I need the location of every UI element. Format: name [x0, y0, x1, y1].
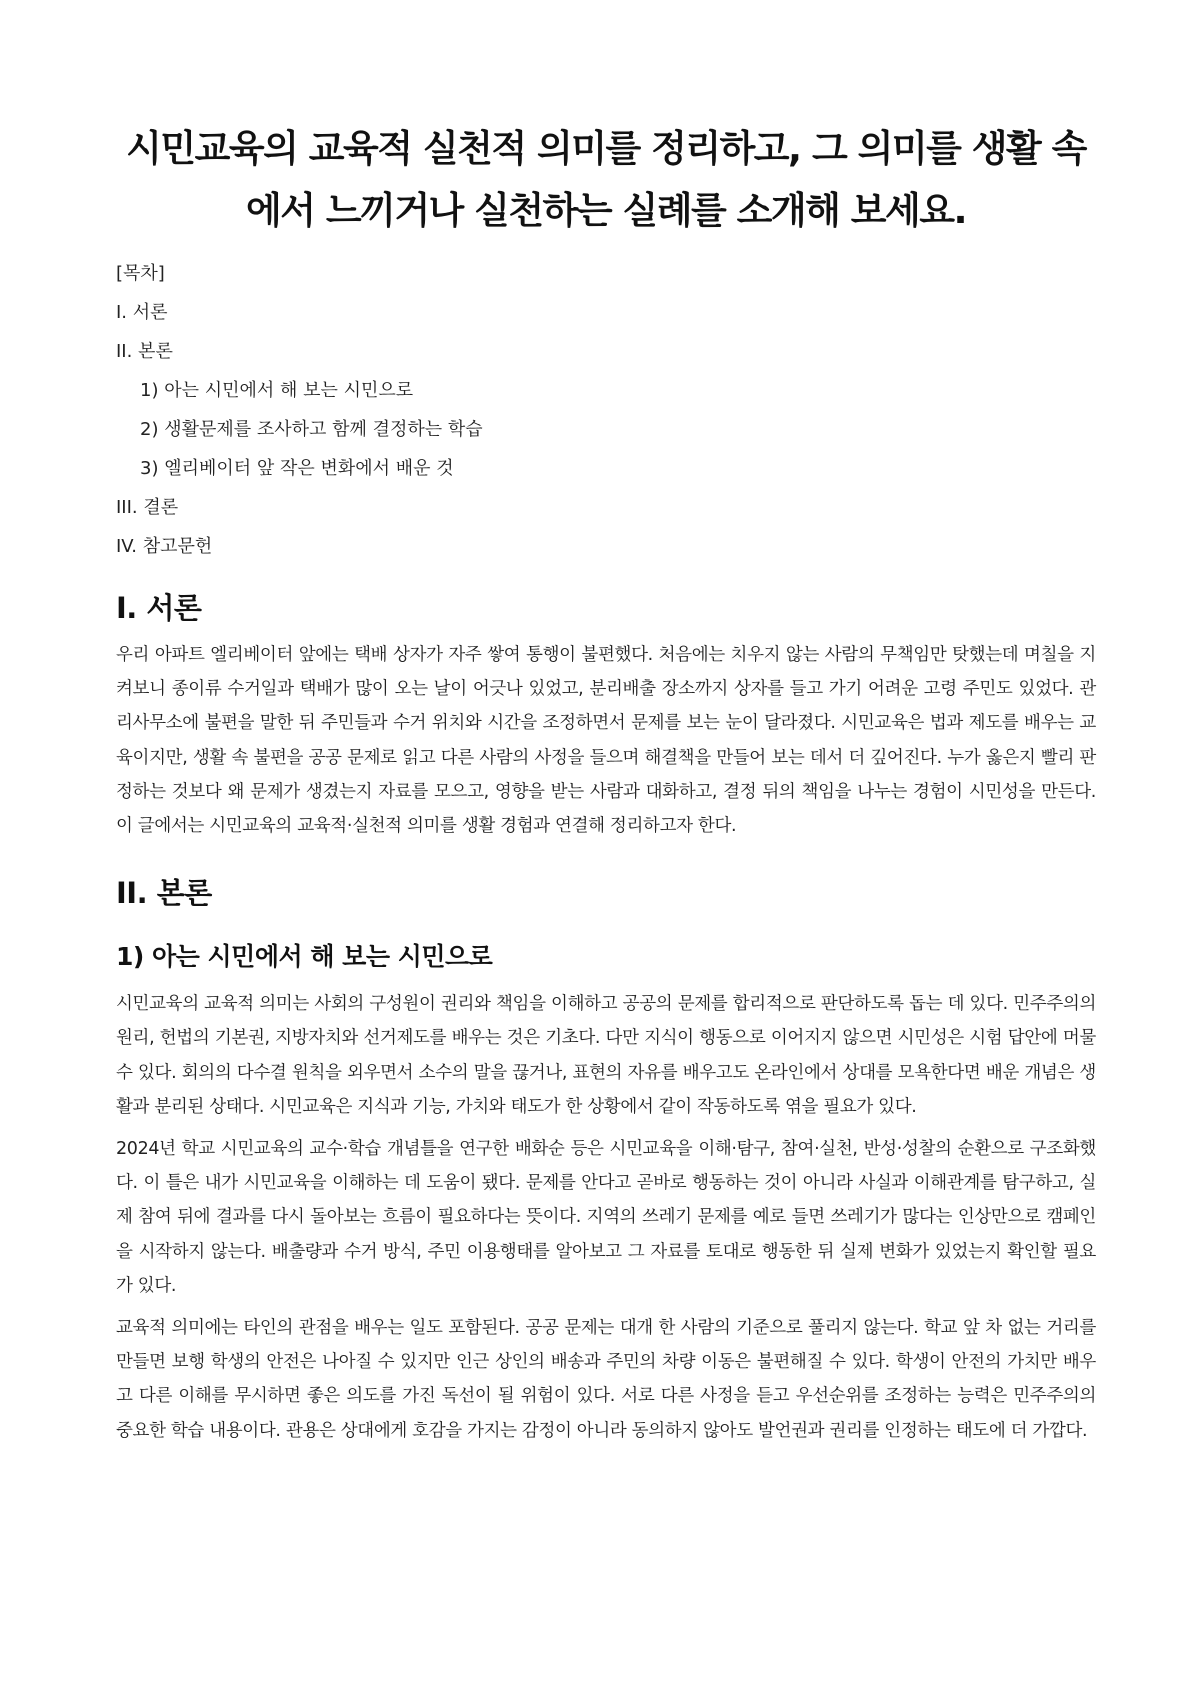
subsection-1-paragraph-1: 시민교육의 교육적 의미는 사회의 구성원이 권리와 책임을 이해하고 공공의 문제를 합리적으로 판단하도록 돕는 데 있다. 민주주의의 원리, 헌법의 기본권, 지방자치와 선거제도를 배우는 것은 기초다. 다만 지식이 행동으로 이어지지 않으면 시민성은 시험 답안에 머물 수 있다. 회의의 다수결 원칙을 외우면서 소수의 말을 끊거나, 표현의 자유를 배우고도 온라인에서 상대를 모욕한다면 배운 개념은 생활과 분리된 상태다. 시민교육은 지식과 기능, 가치와 태도가 한 상황에서 같이 작동하도록 엮을 필요가 있다. — [116, 994, 1096, 1117]
subsection-1-paragraph-3: 교육적 의미에는 타인의 관점을 배우는 일도 포함된다. 공공 문제는 대개 한 사람의 기준으로 풀리지 않는다. 학교 앞 차 없는 거리를 만들면 보행 학생의 안전은 나아질 수 있지만 인근 상인의 배송과 주민의 차량 이동은 불편해질 수 있다. 학생이 안전의 가치만 배우고 다른 이해를 무시하면 좋은 의도를 가진 독선이 될 위험이 있다. 서로 다른 사정을 듣고 우선순위를 조정하는 능력은 민주주의의 중요한 학습 내용이다. 관용은 상대에게 호감을 가지는 감정이 아니라 동의하지 않아도 발언권과 권리를 인정하는 태도에 더 가깝다. — [116, 1318, 1096, 1441]
section-body — [116, 873, 1096, 1448]
document-title-line-1: 시민교육의 교육적 실천적 의미를 정리하고, 그 의미를 생활 속 — [126, 127, 1086, 170]
document-page — [116, 118, 1096, 1456]
toc-heading: [목차] — [116, 263, 165, 284]
toc-item-body-sub-1: 1) 아는 시민에서 해 보는 시민으로 — [140, 380, 414, 401]
toc-item-references: IV. 참고문헌 — [116, 536, 213, 557]
subsection-1-paragraph-2: 2024년 학교 시민교육의 교수·학습 개념틀을 연구한 배화순 등은 시민교육을 이해·탐구, 참여·실천, 반성·성찰의 순환으로 구조화했다. 이 틀은 내가 시민교육을 이해하는 데 도움이 됐다. 문제를 안다고 곧바로 행동하는 것이 아니라 사실과 이해관계를 탐구하고, 실제 참여 뒤에 결과를 다시 돌아보는 흐름이 필요하다는 뜻이다. 지역의 쓰레기 문제를 예로 들면 쓰레기가 많다는 인상만으로 캠페인을 시작하지 않는다. 배출량과 수거 방식, 주민 이용행태를 알아보고 그 자료를 토대로 행동한 뒤 실제 변화가 있었는지 확인할 필요가 있다. — [116, 1139, 1096, 1296]
intro-paragraph: 우리 아파트 엘리베이터 앞에는 택배 상자가 자주 쌓여 통행이 불편했다. 처음에는 치우지 않는 사람의 무책임만 탓했는데 며칠을 지켜보니 종이류 수거일과 택배가 많이 오는 날이 어긋나 있었고, 분리배출 장소까지 상자를 들고 가기 어려운 고령 주민도 있었다. 관리사무소에 불편을 말한 뒤 주민들과 수거 위치와 시간을 조정하면서 문제를 보는 눈이 달라졌다. 시민교육은 법과 제도를 배우는 교육이지만, 생활 속 불편을 공공 문제로 읽고 다른 사람의 사정을 들으며 해결책을 만들어 보는 데서 더 깊어진다. 누가 옳은지 빨리 판정하는 것보다 왜 문제가 생겼는지 자료를 모으고, 영향을 받는 사람과 대화하고, 결정 뒤의 책임을 나누는 경험이 시민성을 만든다. 이 글에서는 시민교육의 교육적·실천적 의미를 생활 경험과 연결해 정리하고자 한다. — [116, 645, 1096, 837]
subsection-1-heading: 1) 아는 시민에서 해 보는 시민으로 — [116, 942, 493, 972]
toc-item-conclusion: III. 결론 — [116, 497, 179, 518]
document-title — [116, 118, 1096, 242]
table-of-contents — [116, 254, 1096, 566]
section-intro-heading: I. 서론 — [116, 591, 202, 625]
section-body-heading: II. 본론 — [116, 876, 212, 911]
toc-item-intro: I. 서론 — [116, 302, 168, 323]
toc-item-body-sub-2: 2) 생활문제를 조사하고 함께 결정하는 학습 — [140, 419, 483, 440]
section-intro — [116, 588, 1096, 843]
toc-item-body-sub-3: 3) 엘리베이터 앞 작은 변화에서 배운 것 — [140, 458, 454, 479]
document-title-line-2: 에서 느끼거나 실천하는 실례를 소개해 보세요. — [245, 189, 967, 232]
toc-item-body: II. 본론 — [116, 341, 173, 362]
